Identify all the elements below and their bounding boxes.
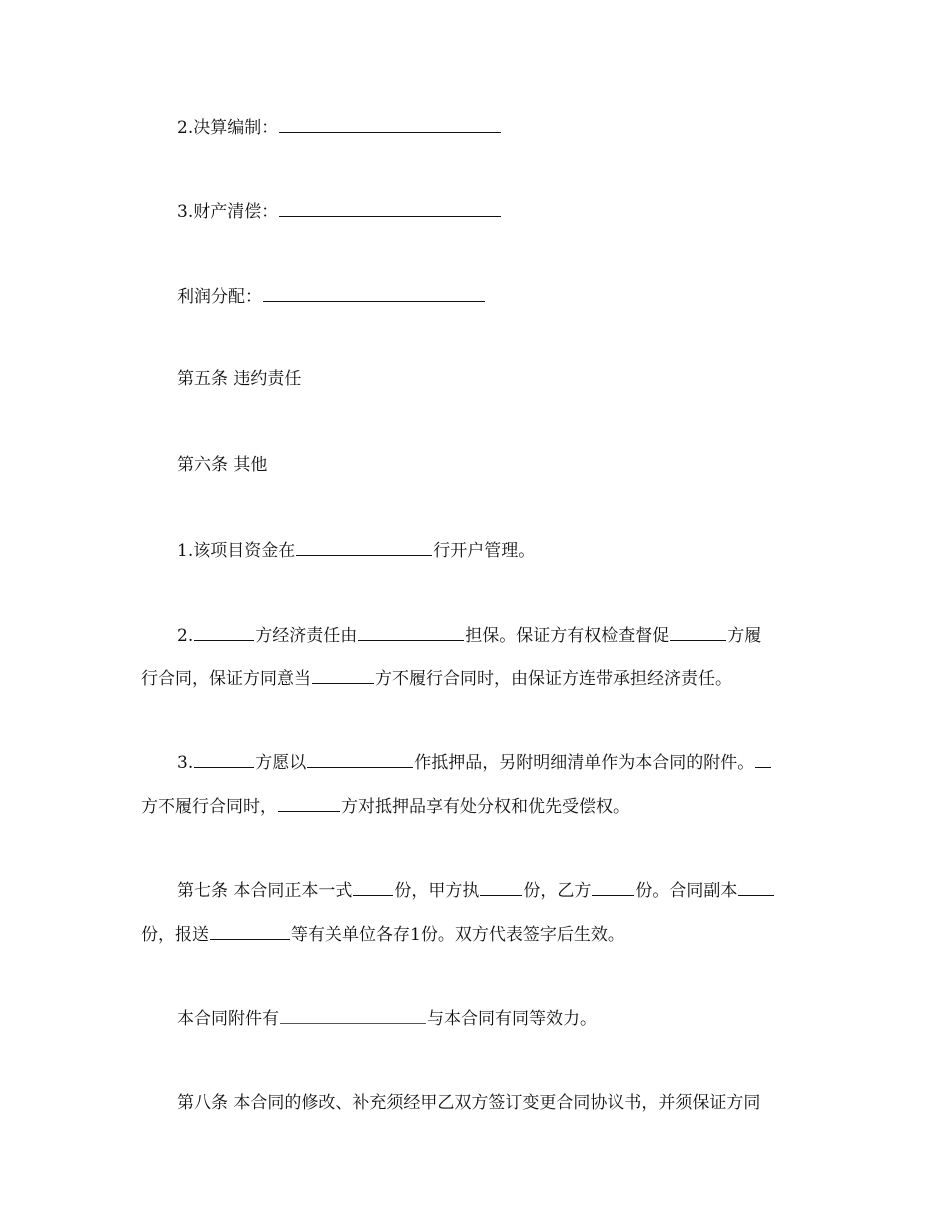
collateral-text-1a: 3. bbox=[177, 753, 194, 773]
original-copies-blank[interactable] bbox=[353, 877, 393, 896]
paragraph-guarantee-line-1 bbox=[177, 622, 813, 648]
final-accounts-label: 2.决算编制： bbox=[177, 118, 279, 138]
attachments-blank[interactable] bbox=[280, 1005, 426, 1024]
article-5-text: 第五条 违约责任 bbox=[177, 369, 302, 389]
collateral-text-2a: 方不履行合同时， bbox=[141, 797, 277, 817]
paragraph-guarantee-line-2 bbox=[141, 665, 813, 691]
paragraph-attachments bbox=[177, 1005, 813, 1031]
profit-distribution-blank[interactable] bbox=[263, 283, 485, 302]
bank-name-blank[interactable] bbox=[296, 537, 432, 556]
collateral-item-blank[interactable] bbox=[307, 749, 413, 768]
article-7-text-1d: 份。合同副本 bbox=[635, 881, 738, 901]
attachments-text-a: 本合同附件有 bbox=[177, 1009, 279, 1029]
guarantee-party-blank-3[interactable] bbox=[312, 665, 374, 684]
attachments-text-b: 与本合同有同等效力。 bbox=[427, 1009, 597, 1029]
guarantee-party-blank-1[interactable] bbox=[194, 622, 254, 641]
guarantor-blank[interactable] bbox=[358, 622, 464, 641]
article-7-text-1c: 份，乙方 bbox=[523, 881, 592, 901]
paragraph-bank-account bbox=[177, 537, 813, 563]
profit-distribution-label: 利润分配： bbox=[177, 287, 262, 307]
property-settlement-label: 3.财产清偿： bbox=[177, 202, 279, 222]
article-7-text-2b: 等有关单位各存1份。双方代表签字后生效。 bbox=[291, 925, 625, 945]
guarantee-text-1a: 2. bbox=[177, 626, 194, 646]
collateral-party-blank-3[interactable] bbox=[278, 793, 340, 812]
collateral-text-1b: 方愿以 bbox=[255, 753, 307, 773]
collateral-text-2b: 方对抵押品享有处分权和优先受偿权。 bbox=[341, 797, 630, 817]
guarantee-text-2a: 行合同，保证方同意当 bbox=[141, 669, 311, 689]
bank-account-text-a: 1.该项目资金在 bbox=[177, 541, 296, 561]
guarantee-text-1d: 方履 bbox=[727, 626, 762, 646]
article-7-text-2a: 份，报送 bbox=[141, 925, 209, 945]
guarantee-text-1b: 方经济责任由 bbox=[255, 626, 358, 646]
article-6-heading bbox=[177, 452, 813, 478]
article-7-text-1b: 份，甲方执 bbox=[394, 881, 480, 901]
guarantee-text-2b: 方不履行合同时，由保证方连带承担经济责任。 bbox=[375, 669, 732, 689]
collateral-text-1c: 作抵押品，另附明细清单作为本合同的附件。 bbox=[414, 753, 755, 773]
article-8-text: 第八条 本合同的修改、补充须经甲乙双方签订变更合同协议书，并须保证方同 bbox=[177, 1093, 761, 1113]
article-8-line-1 bbox=[177, 1090, 813, 1116]
article-7-line-1 bbox=[177, 877, 813, 903]
article-7-line-2 bbox=[141, 921, 813, 947]
article-7-text-1a: 第七条 本合同正本一式 bbox=[177, 881, 353, 901]
article-6-text: 第六条 其他 bbox=[177, 455, 268, 475]
duplicate-copies-blank[interactable] bbox=[738, 877, 774, 896]
bank-account-text-b: 行开户管理。 bbox=[433, 541, 536, 561]
final-accounts-blank[interactable] bbox=[279, 114, 501, 133]
submit-to-blank[interactable] bbox=[210, 921, 290, 940]
guarantee-text-1c: 担保。保证方有权检查督促 bbox=[465, 626, 670, 646]
paragraph-final-accounts bbox=[177, 114, 813, 140]
party-b-copies-blank[interactable] bbox=[592, 877, 634, 896]
guarantee-party-blank-2[interactable] bbox=[670, 622, 726, 641]
paragraph-collateral-line-1 bbox=[177, 749, 813, 775]
collateral-party-blank-2[interactable] bbox=[755, 749, 771, 768]
property-settlement-blank[interactable] bbox=[279, 198, 501, 217]
paragraph-collateral-line-2 bbox=[141, 793, 813, 819]
article-5-heading bbox=[177, 366, 813, 392]
party-a-copies-blank[interactable] bbox=[480, 877, 522, 896]
paragraph-property-settlement bbox=[177, 198, 813, 224]
paragraph-profit-distribution bbox=[177, 283, 813, 309]
collateral-party-blank-1[interactable] bbox=[194, 749, 254, 768]
